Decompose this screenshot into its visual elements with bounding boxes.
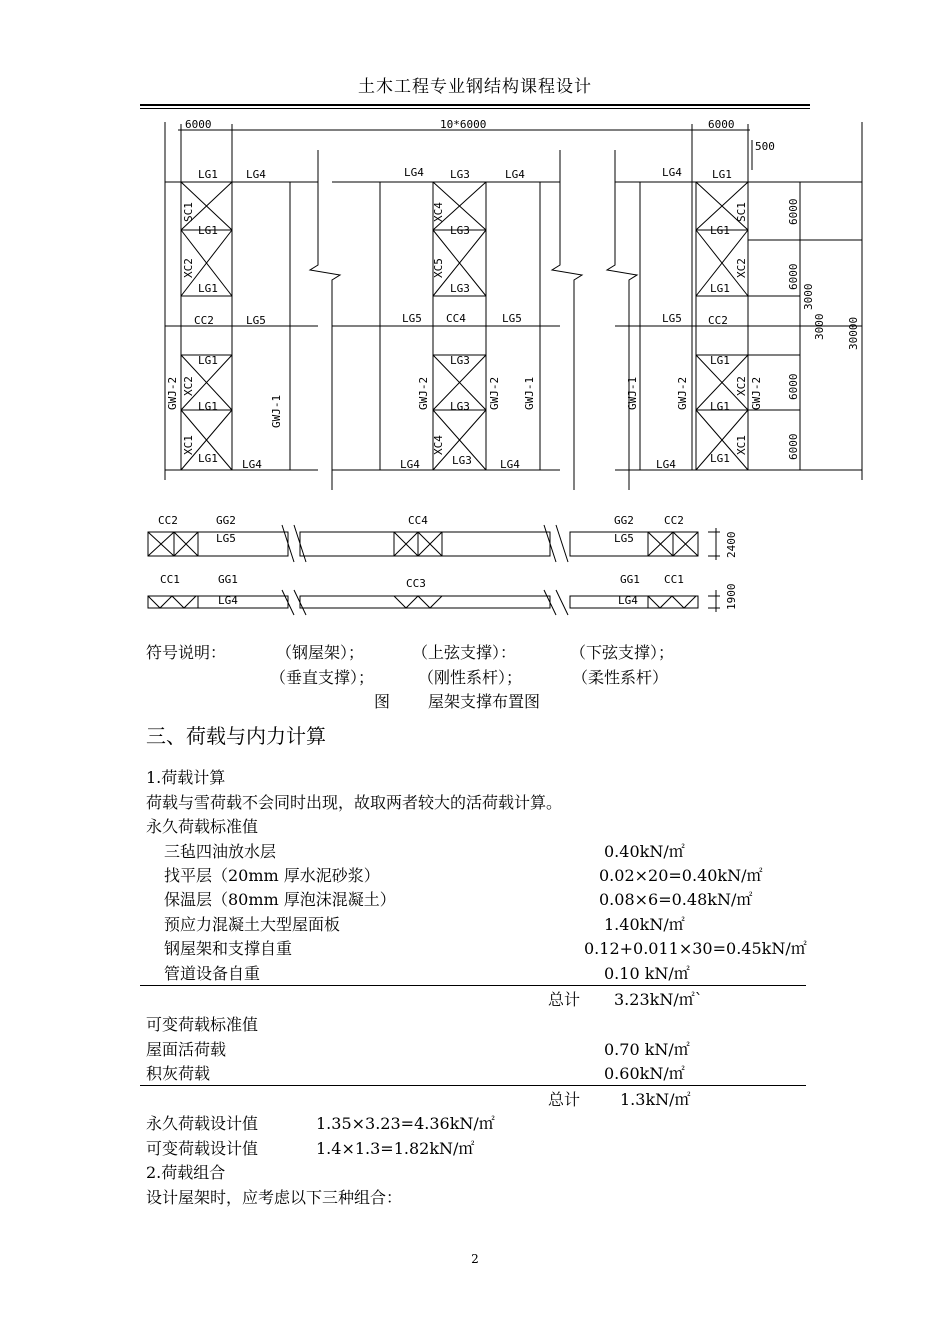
strip-lg4: LG4 <box>618 594 638 607</box>
label-lg1: LG1 <box>198 282 218 295</box>
strip-gg2: GG2 <box>216 514 236 527</box>
label-cc2: CC2 <box>194 314 214 327</box>
load-name: 找平层（20mm 厚水泥砂浆） <box>164 866 380 885</box>
design-label: 永久荷载设计值 <box>146 1114 259 1133</box>
label-lg1: LG1 <box>710 400 730 413</box>
load-name: 预应力混凝土大型屋面板 <box>164 915 341 934</box>
label-gwj1: GWJ-1 <box>270 394 283 428</box>
label-lg5: LG5 <box>246 314 266 327</box>
figure-caption: 屋架支撑布置图 <box>428 692 541 711</box>
strip-cc4: CC4 <box>408 514 428 527</box>
strip-cc2: CC2 <box>158 514 178 527</box>
variable-load-title: 可变荷载标准值 <box>146 1015 259 1034</box>
total-rule <box>140 985 806 986</box>
strip-lg4: LG4 <box>218 594 238 607</box>
label-lg4: LG4 <box>500 458 520 471</box>
dim-total: 30000 <box>847 316 860 350</box>
label-sc1: SC1 <box>735 202 748 222</box>
load-name: 屋面活荷载 <box>146 1040 227 1059</box>
label-gwj2: GWJ-2 <box>676 376 689 410</box>
label-lg1: LG1 <box>710 354 730 367</box>
page-header: 土木工程专业钢结构课程设计 <box>358 77 592 97</box>
label-lg1: LG1 <box>710 452 730 465</box>
load-name: 保温层（80mm 厚泡沫混凝土） <box>164 890 396 909</box>
load-value: 0.12+0.011×30=0.45kN/㎡ <box>584 939 807 958</box>
label-xc4: XC4 <box>432 435 445 455</box>
strip-cc1: CC1 <box>664 573 684 586</box>
label-xc5: XC5 <box>432 258 445 278</box>
label-lg1: LG1 <box>712 168 732 181</box>
load-value: 0.02×20=0.40kN/㎡ <box>599 866 763 885</box>
legend-item: （下弦支撑）； <box>570 643 675 662</box>
label-lg4: LG4 <box>662 166 682 179</box>
label-gwj2: GWJ-2 <box>166 376 179 410</box>
load-value: 0.08×6=0.48kN/㎡ <box>599 890 753 909</box>
design-label: 可变荷载设计值 <box>146 1139 259 1158</box>
label-xc4: XC4 <box>432 202 445 222</box>
label-lg3: LG3 <box>450 224 470 237</box>
label-sc1: SC1 <box>182 202 195 222</box>
subsection-title: 2.荷载组合 <box>146 1163 226 1182</box>
label-lg4: LG4 <box>404 166 424 179</box>
strip-1900: 1900 <box>725 583 738 610</box>
total-label: 总计 <box>548 1090 581 1109</box>
legend-item: （钢屋架）； <box>276 643 365 662</box>
dim-6000a: 6000 <box>787 198 800 225</box>
strip-cc1: CC1 <box>160 573 180 586</box>
label-gwj2: GWJ-2 <box>750 376 763 410</box>
label-cc2: CC2 <box>708 314 728 327</box>
paragraph: 荷载与雪荷载不会同时出现，故取两者较大的活荷载计算。 <box>146 793 563 812</box>
strip-cc3: CC3 <box>406 577 426 590</box>
label-lg1: LG1 <box>198 354 218 367</box>
load-name: 钢屋架和支撑自重 <box>164 939 293 958</box>
strip-gg1: GG1 <box>218 573 238 586</box>
total-rule <box>140 1085 806 1086</box>
dim-3000b: 3000 <box>813 313 826 340</box>
total-value: 1.3kN/㎡ <box>620 1090 691 1109</box>
dim-middle: 10*6000 <box>440 118 487 131</box>
permanent-load-title: 永久荷载标准值 <box>146 817 259 836</box>
roof-bracing-plan <box>0 110 950 640</box>
legend-prefix: 符号说明： <box>146 643 227 662</box>
dim-6000b: 6000 <box>787 263 800 290</box>
strip-cc2: CC2 <box>664 514 684 527</box>
label-gwj2: GWJ-2 <box>488 376 501 410</box>
load-name: 管道设备自重 <box>164 964 261 983</box>
label-lg4: LG4 <box>505 168 525 181</box>
label-lg4: LG4 <box>242 458 262 471</box>
label-xc2: XC2 <box>182 376 195 396</box>
header-rule <box>140 104 810 109</box>
dim-3000a: 3000 <box>802 283 815 310</box>
load-value: 0.60kN/㎡ <box>604 1064 685 1083</box>
label-xc1: XC1 <box>735 435 748 455</box>
dim-6000d: 6000 <box>787 433 800 460</box>
page-number: 2 <box>471 1252 479 1266</box>
label-lg1: LG1 <box>198 400 218 413</box>
label-lg4: LG4 <box>656 458 676 471</box>
load-value: 1.40kN/㎡ <box>604 915 685 934</box>
label-lg1: LG1 <box>710 282 730 295</box>
load-name: 积灰荷载 <box>146 1064 211 1083</box>
label-lg3: LG3 <box>450 400 470 413</box>
dim-500: 500 <box>755 140 775 153</box>
label-gwj1: GWJ-1 <box>523 376 536 410</box>
load-name: 三毡四油放水层 <box>164 842 277 861</box>
strip-gg1: GG1 <box>620 573 640 586</box>
legend-item: （刚性系杆）； <box>418 668 523 687</box>
legend-item: （柔性系杆） <box>572 668 669 687</box>
label-xc2: XC2 <box>735 258 748 278</box>
load-value: 0.70 kN/㎡ <box>604 1040 690 1059</box>
label-xc2: XC2 <box>182 258 195 278</box>
label-lg5: LG5 <box>402 312 422 325</box>
strip-lg5: LG5 <box>216 532 236 545</box>
legend-item: （上弦支撑）： <box>412 643 517 662</box>
strip-gg2: GG2 <box>614 514 634 527</box>
label-lg1: LG1 <box>710 224 730 237</box>
label-gwj2: GWJ-2 <box>417 376 430 410</box>
label-lg4: LG4 <box>246 168 266 181</box>
label-lg3: LG3 <box>450 282 470 295</box>
label-lg3: LG3 <box>450 168 470 181</box>
label-lg3: LG3 <box>450 354 470 367</box>
design-value: 1.4×1.3=1.82kN/㎡ <box>316 1139 475 1158</box>
total-value: 3.23kN/㎡` <box>614 990 703 1009</box>
load-value: 0.40kN/㎡ <box>604 842 685 861</box>
label-xc2: XC2 <box>735 376 748 396</box>
dim-left: 6000 <box>185 118 212 131</box>
dim-right: 6000 <box>708 118 735 131</box>
label-cc4: CC4 <box>446 312 466 325</box>
label-lg5: LG5 <box>502 312 522 325</box>
subsection-title: 1.荷载计算 <box>146 768 226 787</box>
label-lg4: LG4 <box>400 458 420 471</box>
label-lg1: LG1 <box>198 224 218 237</box>
legend-item: （垂直支撑）； <box>270 668 375 687</box>
section-title: 三、荷载与内力计算 <box>146 724 326 748</box>
label-xc1: XC1 <box>182 435 195 455</box>
label-gwj1: GWJ-1 <box>626 376 639 410</box>
label-lg1: LG1 <box>198 168 218 181</box>
label-lg3: LG3 <box>452 454 472 467</box>
paragraph: 设计屋架时，应考虑以下三种组合： <box>146 1188 403 1207</box>
total-label: 总计 <box>548 990 581 1009</box>
design-value: 1.35×3.23=4.36kN/㎡ <box>316 1114 495 1133</box>
label-lg1: LG1 <box>198 452 218 465</box>
figure-label: 图 <box>374 692 391 711</box>
load-value: 0.10 kN/㎡ <box>604 964 690 983</box>
label-lg5: LG5 <box>662 312 682 325</box>
strip-2400: 2400 <box>725 531 738 558</box>
dim-6000c: 6000 <box>787 373 800 400</box>
strip-lg5: LG5 <box>614 532 634 545</box>
